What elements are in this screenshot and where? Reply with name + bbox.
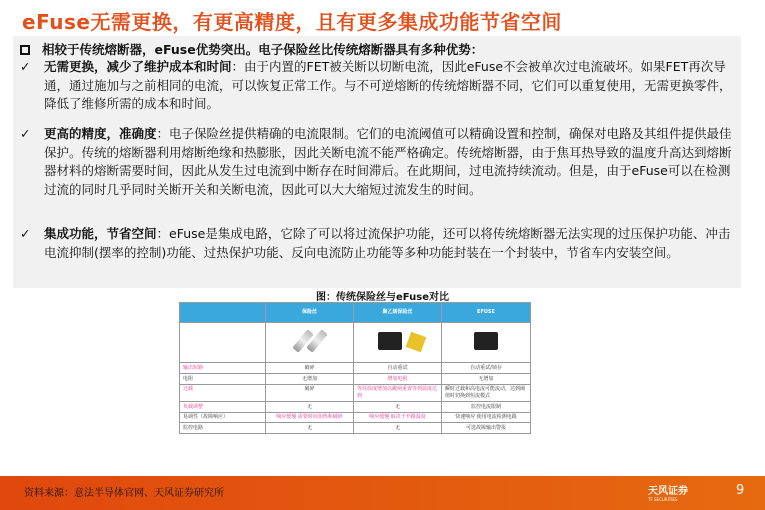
point-1: ✓ 无需更换，减少了维护成本和时间：由于内置的FET被关断以切断电流，因此eFuse不会被单次过电流破坏。如果FET再次导通，通过施加与之前相同的电流，可以恢复正常工作。与不可逆熔断的传统熔断器不同，它们可以重复使用，无需更换零件，降低了维修所需的成本和时间。 <box>20 58 740 114</box>
page-number: 9 <box>736 483 745 498</box>
fuse-image <box>266 323 354 363</box>
ptc-fuse-image <box>354 323 442 363</box>
table-row: 电阻 无增加 增加电阻 无增加 <box>180 374 531 385</box>
point-3: ✓ 集成功能，节省空间：eFuse是集成电路，它除了可以将过流保护功能，还可以将传统熔断器无法实现的过压保护功能、冲击电流抑制(摆率的控制)功能、过热保护功能、反向电流防止功能等多种功能封装在一个封装中，节省车内安装空间。 <box>20 225 740 262</box>
section-heading: 相较于传统熔断器，eFuse优势突出。电子保险丝比传统熔断器具有多种优势： <box>20 40 483 58</box>
check-icon: ✓ <box>20 126 31 141</box>
company-logo: 天风证券 TF SECURITIES <box>648 486 688 502</box>
table-row: 负载调整 无 无 监控电流限制 <box>180 402 531 413</box>
slide-title: eFuse无需更换，有更高精度，且有更多集成功能节省空间 <box>22 10 562 34</box>
table-header: 保险丝 聚乙烯保险丝 EFUSE <box>180 303 531 323</box>
square-bullet-icon <box>20 45 30 55</box>
check-icon: ✓ <box>20 59 31 74</box>
footer-bar <box>0 476 765 510</box>
table-row: 易调性（故障响应） 响应缓慢 需要时间加热和破碎 响应缓慢 取决于开路温度 快速响应 使用电流检测电路 <box>180 413 531 423</box>
image-row <box>180 323 531 363</box>
point-2: ✓ 更高的精度，准确度：电子保险丝提供精确的电流限制。它们的电流阈值可以精确设置和控制，确保对电路及其组件提供最佳保护。传统的熔断器利用熔断绝缘和热膨胀，因此关断电流不能严格确定。传统熔断器，由于焦耳热导致的温度升高达到熔断器材料的熔断需要时间，因此从发生过电流到中断存在时间滞后。在此期间，过电流持续流动。但是，由于eFuse可以在检测过流的同时几乎同时关断开关和关断电流，因此可以大大缩短过流发生的时间。 <box>20 125 740 199</box>
check-icon: ✓ <box>20 226 31 241</box>
table-row: 过载 破碎 等待温度增加以跳闸重置等到温度达到 瞬时过载和高电流可能流动，达到阈值时切换到恒流模式 <box>180 385 531 402</box>
table-row: 监控电路 无 无 可选故障输出警报 <box>180 423 531 434</box>
comparison-table <box>179 302 531 434</box>
source-note: 资料来源：意法半导体官网、天风证券研究所 <box>24 488 224 499</box>
figure-caption: 图：传统保险丝与eFuse对比 <box>316 292 449 303</box>
table-row: 输出短路 破碎 自动重试 自动重试/锁存 <box>180 363 531 374</box>
efuse-chip-image <box>442 323 531 363</box>
